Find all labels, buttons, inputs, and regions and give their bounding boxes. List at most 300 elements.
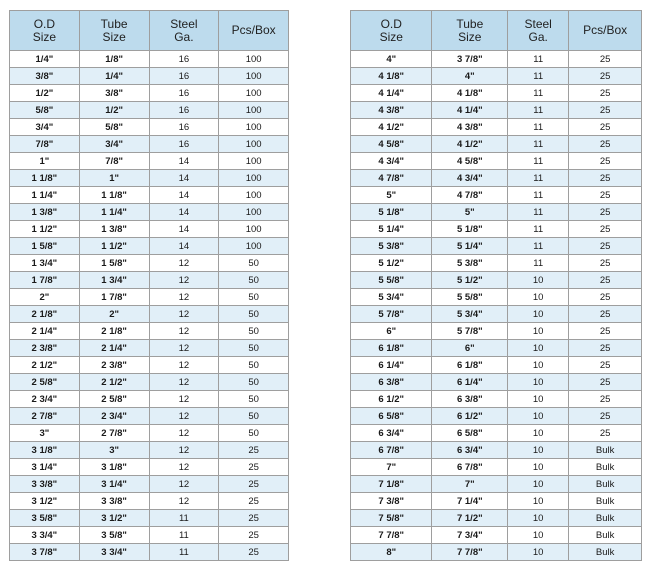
header-tube-size-text: Tube Size — [456, 16, 484, 44]
header-row — [10, 11, 289, 51]
tube-size-cell: 5 3/4" — [432, 306, 508, 323]
pcs-box-cell: 25 — [569, 187, 642, 204]
header-pcs-box-text: Pcs/Box — [583, 23, 628, 37]
header-od-size — [10, 11, 80, 51]
tube-size-cell: 3 1/8" — [79, 459, 149, 476]
pcs-box-cell: 25 — [569, 272, 642, 289]
steel-ga-cell: 11 — [508, 238, 569, 255]
table-row — [10, 221, 289, 238]
od-size-cell: 5 5/8" — [351, 272, 432, 289]
tube-size-cell: 4 1/4" — [432, 102, 508, 119]
tube-size-cell: 4 3/8" — [432, 119, 508, 136]
pcs-box-cell: 25 — [219, 459, 289, 476]
tube-size-cell: 1 7/8" — [79, 289, 149, 306]
steel-ga-cell: 12 — [149, 255, 219, 272]
od-size-cell: 2 1/4" — [10, 323, 80, 340]
od-size-cell: 6 1/2" — [351, 391, 432, 408]
header-od-size-text: O.D Size — [379, 16, 403, 44]
table-row — [351, 153, 642, 170]
od-size-cell: 1 5/8" — [10, 238, 80, 255]
steel-ga-cell: 12 — [149, 493, 219, 510]
table-row — [10, 68, 289, 85]
pcs-box-cell: 25 — [219, 476, 289, 493]
table-row — [351, 391, 642, 408]
steel-ga-cell: 10 — [508, 459, 569, 476]
od-size-cell: 7/8" — [10, 136, 80, 153]
pcs-box-cell: 100 — [219, 170, 289, 187]
steel-ga-cell: 10 — [508, 425, 569, 442]
od-size-cell: 4" — [351, 51, 432, 68]
steel-ga-cell: 16 — [149, 119, 219, 136]
table-row — [351, 272, 642, 289]
od-size-cell: 5 1/2" — [351, 255, 432, 272]
tube-size-cell: 6 3/8" — [432, 391, 508, 408]
table-row — [10, 357, 289, 374]
pcs-box-cell: 25 — [569, 289, 642, 306]
tube-size-cell: 6 5/8" — [432, 425, 508, 442]
pcs-box-cell: Bulk — [569, 459, 642, 476]
pcs-box-cell: 25 — [569, 221, 642, 238]
tube-size-cell: 4 5/8" — [432, 153, 508, 170]
od-size-cell: 2 7/8" — [10, 408, 80, 425]
pcs-box-cell: 25 — [569, 85, 642, 102]
tube-size-cell: 6" — [432, 340, 508, 357]
pcs-box-cell: 25 — [219, 493, 289, 510]
table-row — [10, 204, 289, 221]
tube-size-cell: 2 1/2" — [79, 374, 149, 391]
od-size-cell: 6 3/8" — [351, 374, 432, 391]
pcs-box-cell: 100 — [219, 119, 289, 136]
steel-ga-cell: 11 — [508, 153, 569, 170]
steel-ga-cell: 12 — [149, 323, 219, 340]
table-row — [10, 153, 289, 170]
table-row — [10, 442, 289, 459]
od-size-cell: 7 3/8" — [351, 493, 432, 510]
od-size-cell: 8" — [351, 544, 432, 561]
tube-size-cell: 4 3/4" — [432, 170, 508, 187]
tube-size-cell: 3 3/4" — [79, 544, 149, 561]
tube-size-cell: 4 7/8" — [432, 187, 508, 204]
tube-size-cell: 3/8" — [79, 85, 149, 102]
pcs-box-cell: Bulk — [569, 527, 642, 544]
od-size-cell: 4 7/8" — [351, 170, 432, 187]
steel-ga-cell: 10 — [508, 493, 569, 510]
od-size-cell: 2 1/8" — [10, 306, 80, 323]
tube-size-cell: 6 3/4" — [432, 442, 508, 459]
steel-ga-cell: 10 — [508, 510, 569, 527]
steel-ga-cell: 11 — [149, 527, 219, 544]
od-size-cell: 3 1/4" — [10, 459, 80, 476]
pcs-box-cell: 50 — [219, 255, 289, 272]
pcs-box-cell: 25 — [569, 391, 642, 408]
pcs-box-cell: 25 — [219, 527, 289, 544]
table-row — [10, 119, 289, 136]
table-row — [10, 85, 289, 102]
tube-size-cell: 5 1/4" — [432, 238, 508, 255]
od-size-cell: 4 1/4" — [351, 85, 432, 102]
header-od-size-text: O.D Size — [32, 16, 57, 44]
steel-ga-cell: 12 — [149, 357, 219, 374]
table-row — [351, 204, 642, 221]
od-size-cell: 1 3/4" — [10, 255, 80, 272]
table-row — [10, 136, 289, 153]
steel-ga-cell: 12 — [149, 340, 219, 357]
od-size-cell: 3 1/2" — [10, 493, 80, 510]
table-row — [10, 323, 289, 340]
steel-ga-cell: 11 — [508, 102, 569, 119]
steel-ga-cell: 11 — [508, 119, 569, 136]
od-size-cell: 3 3/4" — [10, 527, 80, 544]
header-tube-size-text: Tube Size — [100, 16, 128, 44]
table-row — [10, 102, 289, 119]
steel-ga-cell: 11 — [508, 187, 569, 204]
pcs-box-cell: 50 — [219, 391, 289, 408]
table-row — [351, 85, 642, 102]
pcs-box-cell: 25 — [569, 136, 642, 153]
header-steel-ga-text: Steel Ga. — [170, 16, 198, 44]
od-size-cell: 5 1/4" — [351, 221, 432, 238]
pcs-box-cell: 25 — [569, 306, 642, 323]
pcs-box-cell: 100 — [219, 238, 289, 255]
od-size-cell: 1 3/8" — [10, 204, 80, 221]
tube-size-cell: 5" — [432, 204, 508, 221]
od-size-cell: 7 1/8" — [351, 476, 432, 493]
od-size-cell: 2 3/8" — [10, 340, 80, 357]
od-size-cell: 3 3/8" — [10, 476, 80, 493]
od-size-cell: 3/8" — [10, 68, 80, 85]
od-size-cell: 7" — [351, 459, 432, 476]
od-size-cell: 4 5/8" — [351, 136, 432, 153]
od-size-cell: 4 1/2" — [351, 119, 432, 136]
steel-ga-cell: 12 — [149, 391, 219, 408]
table-row — [351, 170, 642, 187]
pcs-box-cell: 50 — [219, 340, 289, 357]
header-tube-size — [432, 11, 508, 51]
table-row — [10, 170, 289, 187]
pcs-box-cell: 25 — [569, 119, 642, 136]
steel-ga-cell: 11 — [508, 68, 569, 85]
steel-ga-cell: 14 — [149, 153, 219, 170]
tube-size-cell: 1/4" — [79, 68, 149, 85]
od-size-cell: 1/4" — [10, 51, 80, 68]
tube-size-cell: 2 1/4" — [79, 340, 149, 357]
pcs-box-cell: 50 — [219, 374, 289, 391]
tube-size-cell: 1/2" — [79, 102, 149, 119]
od-size-cell: 5 3/8" — [351, 238, 432, 255]
pcs-box-cell: 25 — [569, 408, 642, 425]
table-row — [351, 425, 642, 442]
table-row — [10, 527, 289, 544]
pcs-box-cell: 25 — [569, 153, 642, 170]
steel-ga-cell: 10 — [508, 306, 569, 323]
steel-ga-cell: 11 — [508, 51, 569, 68]
od-size-cell: 6 1/8" — [351, 340, 432, 357]
od-size-cell: 3 5/8" — [10, 510, 80, 527]
pcs-box-cell: 50 — [219, 289, 289, 306]
steel-ga-cell: 10 — [508, 374, 569, 391]
header-od-size — [351, 11, 432, 51]
pcs-box-cell: 25 — [569, 425, 642, 442]
tube-size-cell: 6 1/2" — [432, 408, 508, 425]
pcs-box-cell: 50 — [219, 323, 289, 340]
table-row — [351, 51, 642, 68]
table-row — [351, 510, 642, 527]
steel-ga-cell: 10 — [508, 340, 569, 357]
table-row — [351, 289, 642, 306]
steel-ga-cell: 12 — [149, 374, 219, 391]
pcs-box-cell: 25 — [569, 102, 642, 119]
od-size-cell: 5 1/8" — [351, 204, 432, 221]
pcs-box-cell: 25 — [569, 374, 642, 391]
od-size-cell: 5 7/8" — [351, 306, 432, 323]
table-row — [10, 306, 289, 323]
steel-ga-cell: 10 — [508, 323, 569, 340]
tube-size-cell: 5 1/8" — [432, 221, 508, 238]
table-row — [351, 255, 642, 272]
tube-size-cell: 5 1/2" — [432, 272, 508, 289]
od-size-cell: 5 3/4" — [351, 289, 432, 306]
tube-size-cell: 4 1/2" — [432, 136, 508, 153]
od-size-cell: 4 3/4" — [351, 153, 432, 170]
table-row — [10, 187, 289, 204]
steel-ga-cell: 10 — [508, 527, 569, 544]
table-row — [10, 408, 289, 425]
steel-ga-cell: 14 — [149, 238, 219, 255]
tube-size-cell: 6 1/4" — [432, 374, 508, 391]
tube-size-cell: 7 7/8" — [432, 544, 508, 561]
pcs-box-cell: 100 — [219, 68, 289, 85]
tube-size-cell: 1" — [79, 170, 149, 187]
od-size-cell: 3 7/8" — [10, 544, 80, 561]
od-size-cell: 1/2" — [10, 85, 80, 102]
steel-ga-cell: 14 — [149, 204, 219, 221]
pcs-box-cell: 25 — [219, 544, 289, 561]
pcs-box-cell: 100 — [219, 85, 289, 102]
tube-size-cell: 3 7/8" — [432, 51, 508, 68]
steel-ga-cell: 10 — [508, 408, 569, 425]
table-row — [351, 102, 642, 119]
steel-ga-cell: 12 — [149, 459, 219, 476]
steel-ga-cell: 12 — [149, 408, 219, 425]
pcs-box-cell: 25 — [569, 51, 642, 68]
pcs-box-cell: Bulk — [569, 510, 642, 527]
table-row — [10, 238, 289, 255]
steel-ga-cell: 11 — [508, 255, 569, 272]
header-steel-ga-text: Steel Ga. — [524, 16, 552, 44]
tube-size-cell: 2 1/8" — [79, 323, 149, 340]
tube-size-cell: 1 1/8" — [79, 187, 149, 204]
table-row — [10, 391, 289, 408]
steel-ga-cell: 14 — [149, 187, 219, 204]
od-size-cell: 6 5/8" — [351, 408, 432, 425]
tube-size-cell: 7" — [432, 476, 508, 493]
steel-ga-cell: 10 — [508, 391, 569, 408]
table-row — [351, 306, 642, 323]
pcs-box-cell: 50 — [219, 306, 289, 323]
od-size-cell: 6 3/4" — [351, 425, 432, 442]
pcs-box-cell: 25 — [219, 442, 289, 459]
tube-size-cell: 1 1/2" — [79, 238, 149, 255]
tube-size-cell: 7 3/4" — [432, 527, 508, 544]
table-row — [10, 476, 289, 493]
tube-size-cell: 3 1/4" — [79, 476, 149, 493]
tube-size-cell: 3 1/2" — [79, 510, 149, 527]
pcs-box-cell: 25 — [569, 340, 642, 357]
tube-size-cell: 3" — [79, 442, 149, 459]
table-row — [351, 357, 642, 374]
od-size-cell: 7 5/8" — [351, 510, 432, 527]
table-row — [351, 476, 642, 493]
od-size-cell: 7 7/8" — [351, 527, 432, 544]
steel-ga-cell: 16 — [149, 102, 219, 119]
header-row — [351, 11, 642, 51]
pcs-box-cell: 50 — [219, 272, 289, 289]
header-steel-ga — [149, 11, 219, 51]
steel-ga-cell: 12 — [149, 476, 219, 493]
steel-ga-cell: 11 — [508, 136, 569, 153]
od-size-cell: 1 1/2" — [10, 221, 80, 238]
tube-size-cell: 5 7/8" — [432, 323, 508, 340]
steel-ga-cell: 12 — [149, 272, 219, 289]
tube-size-cell: 6 1/8" — [432, 357, 508, 374]
tube-size-cell: 1 3/4" — [79, 272, 149, 289]
od-size-cell: 6 1/4" — [351, 357, 432, 374]
od-size-cell: 2 1/2" — [10, 357, 80, 374]
od-size-cell: 2 5/8" — [10, 374, 80, 391]
steel-ga-cell: 11 — [508, 85, 569, 102]
steel-ga-cell: 14 — [149, 170, 219, 187]
tube-size-cell: 5 3/8" — [432, 255, 508, 272]
table-row — [351, 238, 642, 255]
pcs-box-cell: 25 — [569, 204, 642, 221]
pcs-box-cell: 50 — [219, 357, 289, 374]
table-row — [351, 68, 642, 85]
table-row — [351, 136, 642, 153]
table-row — [351, 459, 642, 476]
steel-ga-cell: 12 — [149, 289, 219, 306]
table-row — [10, 374, 289, 391]
tube-size-cell: 2 3/8" — [79, 357, 149, 374]
table-row — [10, 425, 289, 442]
pcs-box-cell: Bulk — [569, 493, 642, 510]
pcs-box-cell: 25 — [569, 255, 642, 272]
od-size-cell: 1" — [10, 153, 80, 170]
pcs-box-cell: 100 — [219, 187, 289, 204]
steel-ga-cell: 10 — [508, 272, 569, 289]
tube-size-cell: 5 5/8" — [432, 289, 508, 306]
od-size-cell: 5" — [351, 187, 432, 204]
tube-size-cell: 7 1/4" — [432, 493, 508, 510]
steel-ga-cell: 11 — [508, 204, 569, 221]
od-size-cell: 1 1/8" — [10, 170, 80, 187]
table-row — [351, 323, 642, 340]
steel-ga-cell: 16 — [149, 136, 219, 153]
pcs-box-cell: 100 — [219, 153, 289, 170]
header-tube-size — [79, 11, 149, 51]
tube-size-cell: 5/8" — [79, 119, 149, 136]
od-size-cell: 3/4" — [10, 119, 80, 136]
od-size-cell: 5/8" — [10, 102, 80, 119]
od-size-cell: 4 1/8" — [351, 68, 432, 85]
od-size-cell: 3 1/8" — [10, 442, 80, 459]
header-pcs-box-text: Pcs/Box — [231, 23, 276, 37]
tube-size-cell: 3/4" — [79, 136, 149, 153]
tube-size-cell: 2 7/8" — [79, 425, 149, 442]
tube-size-cell: 6 7/8" — [432, 459, 508, 476]
steel-ga-cell: 10 — [508, 357, 569, 374]
tube-size-cell: 4 1/8" — [432, 85, 508, 102]
steel-ga-cell: 10 — [508, 442, 569, 459]
od-size-cell: 2 3/4" — [10, 391, 80, 408]
table-row — [10, 272, 289, 289]
steel-ga-cell: 12 — [149, 425, 219, 442]
table-row — [10, 51, 289, 68]
pcs-box-cell: 100 — [219, 204, 289, 221]
table-row — [10, 340, 289, 357]
tube-size-cell: 2 3/4" — [79, 408, 149, 425]
steel-ga-cell: 16 — [149, 68, 219, 85]
pcs-box-cell: 50 — [219, 425, 289, 442]
size-table-right — [350, 10, 642, 561]
pcs-box-cell: 25 — [219, 510, 289, 527]
pcs-box-cell: 100 — [219, 221, 289, 238]
table-row — [351, 527, 642, 544]
table-row — [10, 459, 289, 476]
tube-size-cell: 1 5/8" — [79, 255, 149, 272]
size-table-left — [9, 10, 289, 561]
pcs-box-cell: 25 — [569, 170, 642, 187]
steel-ga-cell: 16 — [149, 85, 219, 102]
table-row — [351, 374, 642, 391]
table-row — [351, 408, 642, 425]
pcs-box-cell: 100 — [219, 51, 289, 68]
pcs-box-cell: 100 — [219, 102, 289, 119]
steel-ga-cell: 11 — [508, 170, 569, 187]
steel-ga-cell: 11 — [149, 510, 219, 527]
pcs-box-cell: Bulk — [569, 442, 642, 459]
tube-size-cell: 7/8" — [79, 153, 149, 170]
tube-size-cell: 4" — [432, 68, 508, 85]
od-size-cell: 6" — [351, 323, 432, 340]
od-size-cell: 6 7/8" — [351, 442, 432, 459]
tube-size-cell: 2 5/8" — [79, 391, 149, 408]
pcs-box-cell: 25 — [569, 357, 642, 374]
pcs-box-cell: 25 — [569, 68, 642, 85]
table-row — [10, 510, 289, 527]
tube-size-cell: 3 3/8" — [79, 493, 149, 510]
pcs-box-cell: 25 — [569, 238, 642, 255]
tube-size-cell: 1/8" — [79, 51, 149, 68]
pcs-box-cell: Bulk — [569, 476, 642, 493]
tube-size-cell: 1 1/4" — [79, 204, 149, 221]
steel-ga-cell: 16 — [149, 51, 219, 68]
pcs-box-cell: 100 — [219, 136, 289, 153]
tube-size-cell: 1 3/8" — [79, 221, 149, 238]
tube-size-cell: 3 5/8" — [79, 527, 149, 544]
table-row — [351, 340, 642, 357]
steel-ga-cell: 10 — [508, 289, 569, 306]
steel-ga-cell: 10 — [508, 476, 569, 493]
steel-ga-cell: 14 — [149, 221, 219, 238]
steel-ga-cell: 11 — [508, 221, 569, 238]
tube-size-cell: 7 1/2" — [432, 510, 508, 527]
tube-size-cell: 2" — [79, 306, 149, 323]
od-size-cell: 1 1/4" — [10, 187, 80, 204]
header-pcs-box — [569, 11, 642, 51]
header-pcs-box — [219, 11, 289, 51]
od-size-cell: 2" — [10, 289, 80, 306]
od-size-cell: 1 7/8" — [10, 272, 80, 289]
